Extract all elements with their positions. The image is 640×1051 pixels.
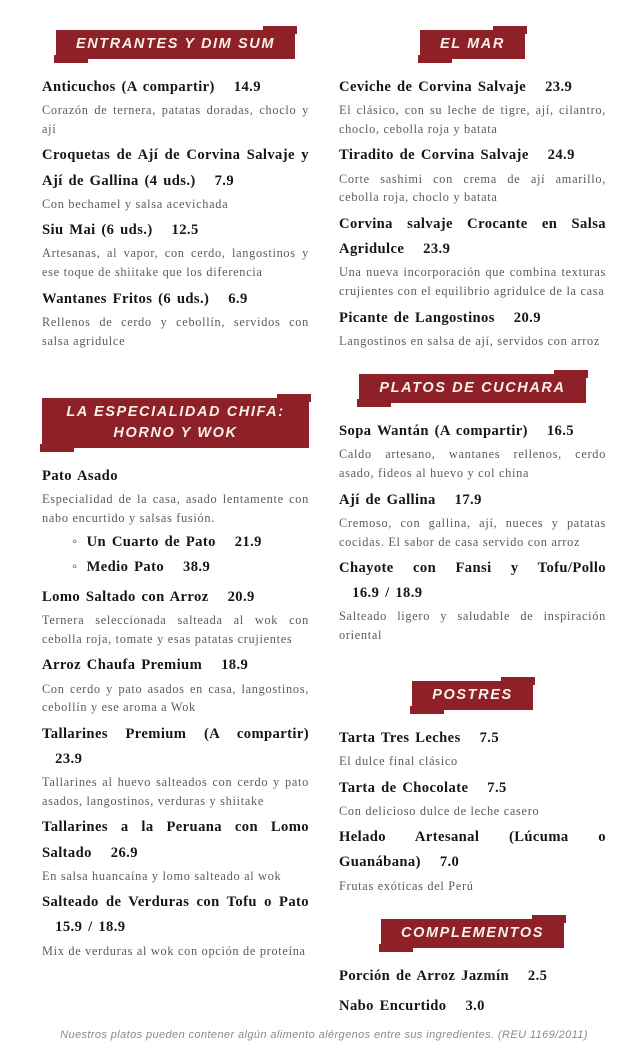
item-price: 7.9 (214, 172, 235, 189)
item-name: Helado Artesanal (Lúcuma o Guanábana) (339, 829, 606, 871)
item-price: 16.9 / 18.9 (352, 585, 423, 602)
menu-section (339, 374, 606, 645)
item-title-line (42, 815, 309, 865)
item-name: Sopa Wantán (A compartir) (339, 423, 528, 440)
item-price: 20.9 (513, 309, 541, 326)
item-price: 7.5 (479, 729, 500, 746)
item-name: Tarta Tres Leches (339, 729, 461, 746)
item-name: Nabo Encurtido (339, 998, 447, 1015)
section-header: EL MAR (420, 30, 525, 59)
item-description: Corazón de ternera, patatas doradas, choclo y ají (42, 103, 309, 136)
item-name: Ají de Gallina (339, 491, 436, 508)
menu-columns (42, 30, 606, 1019)
item-name: Tallarines a la Peruana con Lomo Saltado (42, 819, 309, 861)
menu-item (42, 287, 309, 350)
item-description: El dulce final clásico (339, 753, 458, 768)
item-price: 14.9 (233, 79, 261, 96)
section-header: ENTRANTES Y DIM SUM (56, 30, 295, 59)
section-header: LA ESPECIALIDAD CHIFA: HORNO Y WOK (42, 398, 309, 448)
item-description: Con bechamel y salsa acevichada (42, 196, 229, 211)
menu-item (339, 825, 606, 895)
item-name: Tarta de Chocolate (339, 779, 469, 796)
item-price: 23.9 (423, 241, 451, 258)
menu-column-left (42, 30, 309, 962)
menu-item (339, 488, 606, 551)
item-description: Ternera seleccionada salteada al wok con cebolla roja, tomate y esas patatas crujientes (42, 613, 309, 646)
item-title-line (42, 75, 309, 100)
item-description: Salteado ligero y saludable de inspiración oriental (339, 609, 606, 643)
option-name: Un Cuarto de Pato (86, 533, 216, 550)
item-description: Una nueva incorporación que combina texturas crujientes con el equilibrio agridulce de la casa (339, 265, 606, 298)
circle-bullet-icon: ◦ (72, 533, 78, 550)
item-title-line (339, 825, 606, 875)
item-name: Tiradito de Corvina Salvaje (339, 147, 529, 164)
menu-item (42, 464, 309, 580)
item-description: Con cerdo y pato asados en casa, langostinos, cebollín y ese aroma a Wok (42, 681, 309, 715)
section-header: POSTRES (412, 681, 533, 710)
item-name: Croquetas de Ají de Corvina Salvaje y Ají de Gallina (4 uds.) (42, 147, 309, 189)
menu-item (42, 218, 309, 281)
item-name: Anticuchos (A compartir) (42, 79, 215, 96)
item-price: 16.5 (546, 423, 574, 440)
item-price: 7.5 (487, 779, 507, 796)
item-description: El clásico, con su leche de tigre, ají, cilantro, choclo, cebolla roja y batata (339, 103, 606, 136)
item-title-line (42, 585, 309, 610)
item-title-line (42, 143, 309, 193)
menu-item (339, 776, 606, 821)
item-description: Cremoso, con gallina, ají, nueces y patatas cocidas. El sabor de casa servido con arroz (339, 515, 606, 549)
menu-item (339, 994, 606, 1019)
item-options (42, 530, 309, 580)
item-name: Arroz Chaufa Premium (42, 657, 203, 674)
menu-section (42, 398, 309, 960)
menu-item (339, 143, 606, 206)
item-name: Pato Asado (42, 468, 118, 485)
item-title-line (339, 306, 606, 331)
item-title-line (339, 419, 606, 444)
item-description: Con delicioso dulce de leche casero (339, 803, 540, 818)
item-title-line (42, 464, 309, 489)
menu-item (42, 585, 309, 648)
item-title-line (339, 726, 606, 751)
item-name: Porción de Arroz Jazmín (339, 968, 509, 985)
menu-item (339, 306, 606, 351)
item-price: 23.9 (55, 751, 83, 768)
item-name: Wantanes Fritos (6 uds.) (42, 290, 210, 307)
allergen-notice: Nuestros platos pueden contener algún alimento alérgenos entre sus ingredientes. (REU 1169/2011) (60, 1029, 588, 1042)
item-title-line (339, 488, 606, 513)
item-title-line (339, 75, 606, 100)
circle-bullet-icon: ◦ (72, 558, 78, 575)
item-title-line (42, 218, 309, 243)
item-price: 17.9 (454, 491, 482, 508)
item-title-line (339, 212, 606, 262)
item-option (72, 530, 309, 555)
item-name: Siu Mai (6 uds.) (42, 222, 153, 239)
menu-item (42, 653, 309, 716)
item-price: 26.9 (110, 844, 138, 861)
item-description: Rellenos de cerdo y cebollín, servidos con salsa agridulce (42, 314, 309, 348)
item-description: Caldo artesano, wantanes rellenos, cerdo asado, fideos al huevo y col china (339, 447, 606, 481)
item-price: 15.9 / 18.9 (55, 919, 126, 936)
menu-item (339, 556, 606, 645)
item-price: 7.0 (439, 854, 460, 871)
item-price: 6.9 (228, 290, 248, 307)
item-price: 12.5 (171, 222, 199, 239)
item-description: Especialidad de la casa, asado lentamente con nabo encurtido y salsas fusión. (42, 492, 309, 526)
item-price: 3.0 (465, 998, 485, 1015)
item-description: En salsa huancaína y lomo salteado al wok (42, 868, 282, 883)
item-price: 23.9 (545, 79, 573, 96)
item-title-line (339, 776, 606, 801)
menu-section (339, 681, 606, 895)
menu-section (339, 919, 606, 1019)
menu-item (339, 726, 606, 771)
item-name: Picante de Langostinos (339, 309, 495, 326)
menu-item (42, 75, 309, 138)
item-title-line (339, 994, 606, 1019)
menu-section (42, 30, 309, 350)
item-name: Corvina salvaje Crocante en Salsa Agridulce (339, 215, 606, 258)
item-title-line (339, 143, 606, 168)
item-price: 2.5 (527, 968, 548, 985)
section-header: COMPLEMENTOS (381, 919, 564, 948)
menu-item (42, 890, 309, 960)
item-price: 20.9 (227, 588, 255, 605)
item-option (72, 555, 309, 580)
item-name: Tallarines Premium (A compartir) (42, 725, 309, 742)
item-title-line (42, 722, 309, 772)
option-price: 21.9 (234, 533, 262, 550)
item-title-line (339, 964, 606, 989)
menu-item (42, 143, 309, 213)
option-price: 38.9 (183, 558, 211, 575)
menu-item (339, 212, 606, 301)
item-description: Corte sashimi con crema de ají amarillo, cebolla roja, choclo y batata (339, 171, 606, 205)
menu-item (42, 722, 309, 811)
item-description: Frutas exóticas del Perú (339, 878, 474, 893)
item-name: Chayote con Fansi y Tofu/Pollo (339, 560, 606, 577)
menu-item (339, 75, 606, 138)
item-title-line (42, 653, 309, 678)
menu-item (42, 815, 309, 885)
item-title-line (42, 287, 309, 312)
item-name: Ceviche de Corvina Salvaje (339, 79, 527, 96)
item-description: Tallarines al huevo salteados con cerdo y pato asados, langostinos, verduras y shiitake (42, 775, 309, 808)
item-price: 18.9 (221, 657, 249, 674)
item-name: Lomo Saltado con Arroz (42, 588, 209, 605)
menu-item (339, 419, 606, 482)
item-title-line (339, 556, 606, 606)
section-header: PLATOS DE CUCHARA (359, 374, 585, 403)
item-price: 24.9 (547, 147, 575, 164)
menu-item (339, 964, 606, 989)
menu-section (339, 30, 606, 350)
item-description: Langostinos en salsa de ají, servidos con arroz (339, 333, 601, 348)
item-description: Mix de verduras al wok con opción de proteína (42, 943, 306, 958)
item-title-line (42, 890, 309, 940)
option-name: Medio Pato (86, 558, 165, 575)
item-name: Salteado de Verduras con Tofu o Pato (42, 894, 309, 911)
item-description: Artesanas, al vapor, con cerdo, langostinos y ese toque de shiitake que los diferencia (42, 246, 309, 280)
menu-column-right (339, 30, 606, 1019)
